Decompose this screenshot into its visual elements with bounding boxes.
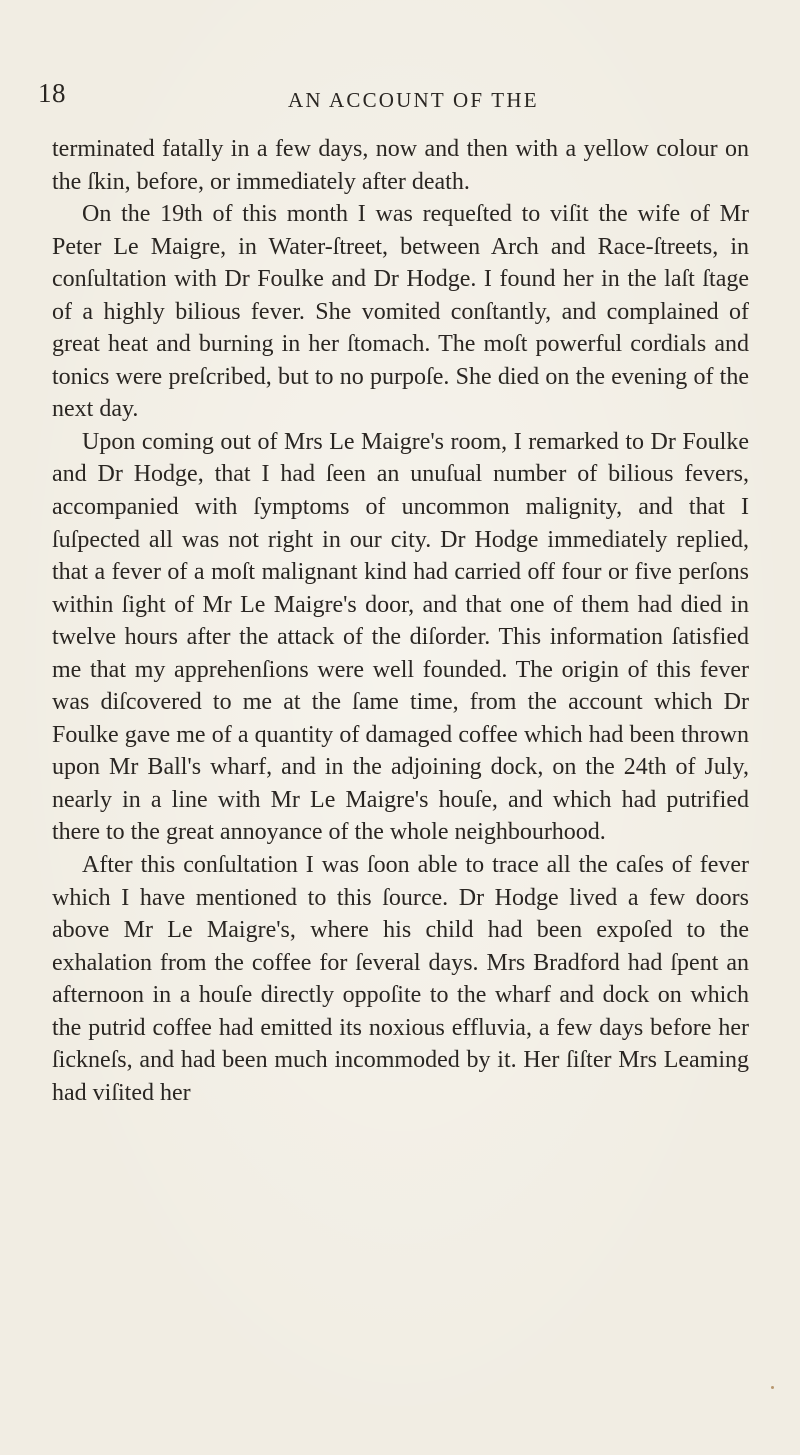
paragraph: terminated fatally in a few days, now and then with a yellow colour on the ſkin, before, or immediately after death.	[52, 136, 749, 195]
paragraph: Upon coming out of Mrs Le Maigre's room, I remarked to Dr Foulke and Dr Hodge, that I had ſeen an unuſual number of bilious fevers, accompanied with ſymptoms of uncommon malignity, and that I ſuſpected all was not right in our city. Dr Hodge immediately replied, that a fever of a moſt malignant kind had carried off four or five perſons within ſight of Mr Le Maigre's door, and that one of them had died in twelve hours after the attack of the diſorder. This information ſatisfied me that my apprehenſions were well founded. The origin of this fever was diſcovered to me at the ſame time, from the account which Dr Foulke gave me of a quantity of damaged coffee which had been thrown upon Mr Ball's wharf, and in the adjoining dock, on the 24th of July, nearly in a line with Mr Le Maigre's houſe, and which had putrified there to the great annoyance of the whole neighbourhood.	[52, 428, 749, 846]
paper-speck	[771, 1386, 774, 1389]
running-head: AN ACCOUNT OF THE	[288, 88, 539, 112]
page-header	[38, 78, 758, 114]
paragraph: After this conſultation I was ſoon able to trace all the caſes of fever which I have mentioned to this ſource. Dr Hodge lived a few doors above Mr Le Maigre's, where his child had been expoſed to the exhalation from the coffee for ſeveral days. Mrs Bradford had ſpent an afternoon in a houſe directly oppoſite to the wharf and dock on which the putrid coffee had emitted its noxious effluvia, a few days before her ſickneſs, and had been much incommoded by it. Her ſiſter Mrs Leaming had viſited her	[52, 852, 749, 1106]
body-text	[52, 133, 749, 1109]
paragraph: On the 19th of this month I was requeſted to viſit the wife of Mr Peter Le Maigre, in Water-ſtreet, between Arch and Race-ſtreets, in conſultation with Dr Foulke and Dr Hodge. I found her in the laſt ſtage of a highly bilious fever. She vomited conſtantly, and complained of great heat and burning in her ſtomach. The moſt powerful cordials and tonics were preſcribed, but to no purpoſe. She died on the evening of the next day.	[52, 201, 749, 423]
page-number: 18	[38, 78, 66, 108]
